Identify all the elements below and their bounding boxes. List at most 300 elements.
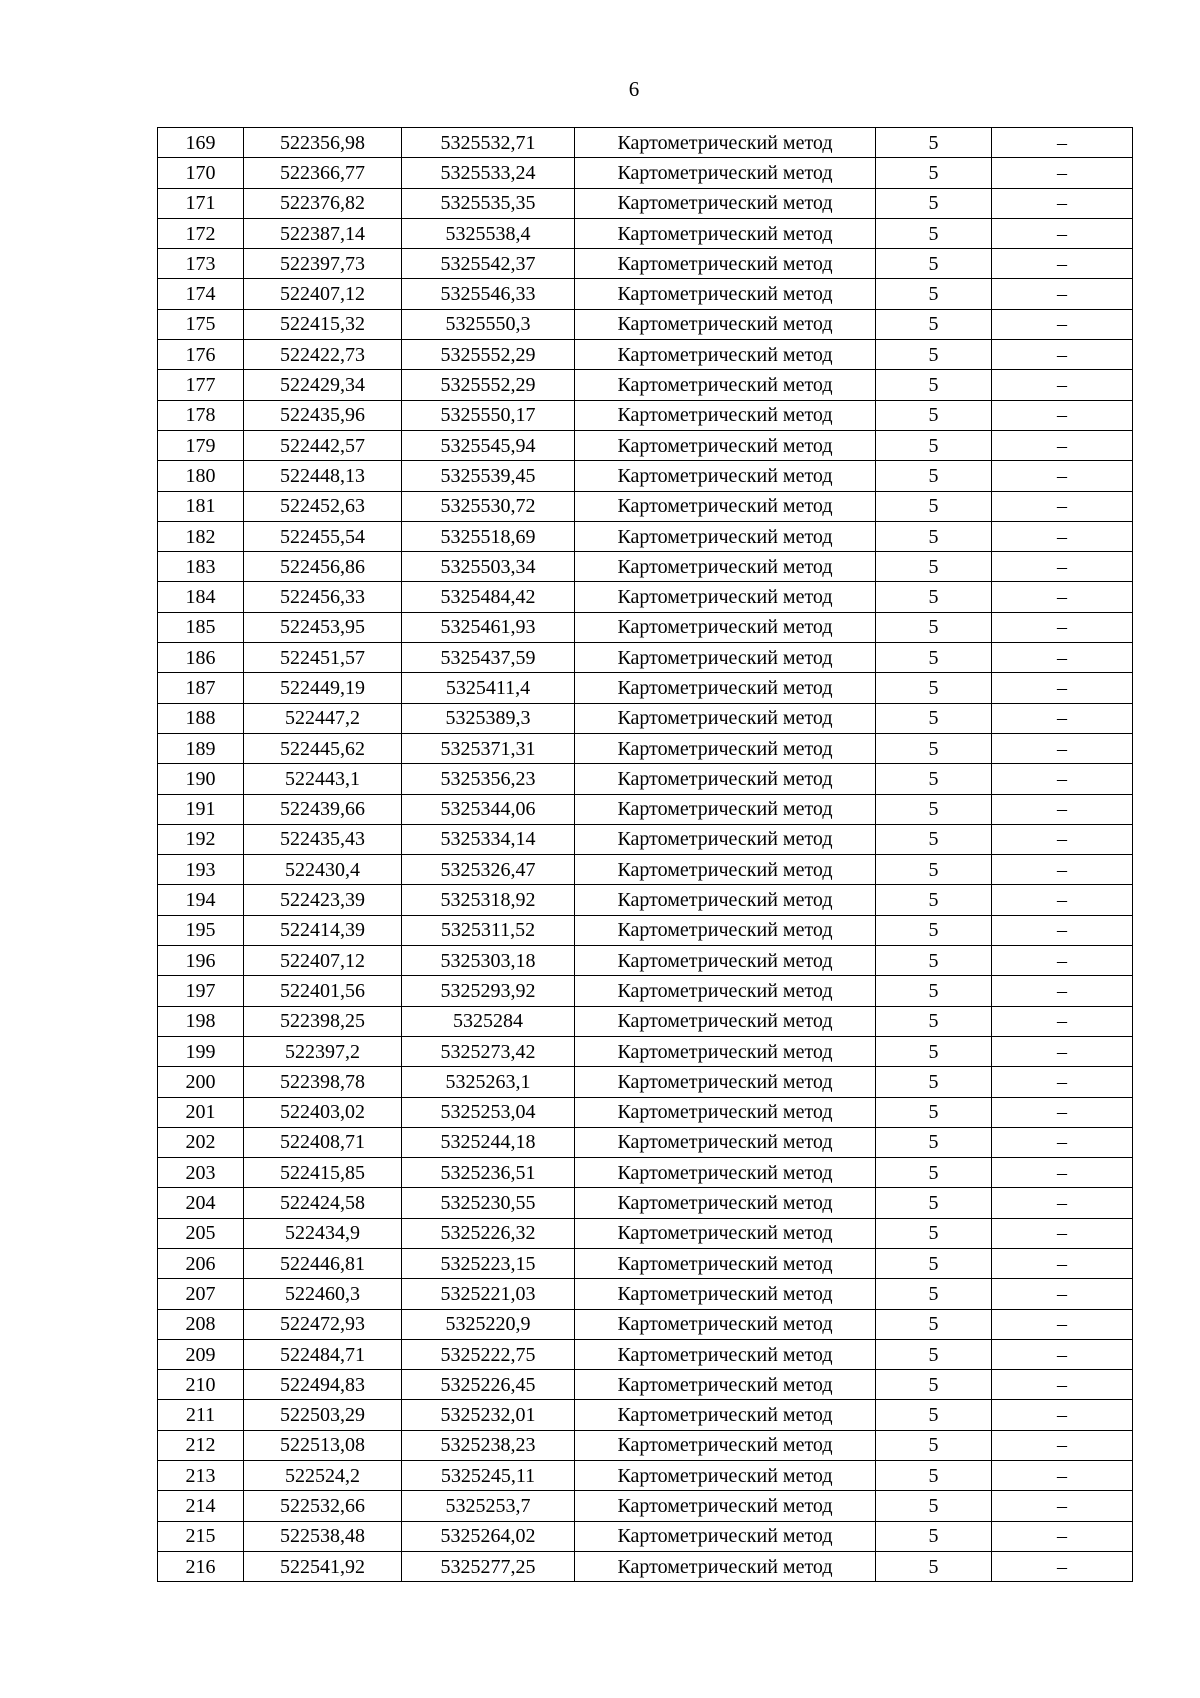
method-cell: Картометрический метод <box>575 824 876 854</box>
method-cell: Картометрический метод <box>575 1551 876 1581</box>
table-row <box>158 1006 1133 1036</box>
table-row <box>158 1248 1133 1278</box>
y-coordinate-cell: 5325222,75 <box>402 1339 575 1369</box>
accuracy-cell: 5 <box>876 340 992 370</box>
accuracy-cell: 5 <box>876 461 992 491</box>
table-row <box>158 976 1133 1006</box>
accuracy-cell: 5 <box>876 824 992 854</box>
table-row <box>158 430 1133 460</box>
method-cell: Картометрический метод <box>575 340 876 370</box>
table-row <box>158 1521 1133 1551</box>
point-number-cell: 190 <box>158 764 244 794</box>
method-cell: Картометрический метод <box>575 612 876 642</box>
accuracy-cell: 5 <box>876 764 992 794</box>
x-coordinate-cell: 522407,12 <box>244 946 402 976</box>
description-cell: – <box>992 1461 1133 1491</box>
method-cell: Картометрический метод <box>575 1461 876 1491</box>
point-number-cell: 172 <box>158 218 244 248</box>
accuracy-cell: 5 <box>876 1430 992 1460</box>
table-row <box>158 643 1133 673</box>
point-number-cell: 202 <box>158 1127 244 1157</box>
y-coordinate-cell: 5325371,31 <box>402 733 575 763</box>
table-row <box>158 612 1133 642</box>
accuracy-cell: 5 <box>876 855 992 885</box>
table-row <box>158 1036 1133 1066</box>
table-row <box>158 1188 1133 1218</box>
point-number-cell: 180 <box>158 461 244 491</box>
y-coordinate-cell: 5325264,02 <box>402 1521 575 1551</box>
point-number-cell: 169 <box>158 128 244 158</box>
y-coordinate-cell: 5325238,23 <box>402 1430 575 1460</box>
y-coordinate-cell: 5325530,72 <box>402 491 575 521</box>
y-coordinate-cell: 5325226,45 <box>402 1370 575 1400</box>
point-number-cell: 198 <box>158 1006 244 1036</box>
table-row <box>158 491 1133 521</box>
description-cell: – <box>992 340 1133 370</box>
table-row <box>158 1430 1133 1460</box>
accuracy-cell: 5 <box>876 400 992 430</box>
method-cell: Картометрический метод <box>575 158 876 188</box>
table-row <box>158 1551 1133 1581</box>
method-cell: Картометрический метод <box>575 582 876 612</box>
description-cell: – <box>992 612 1133 642</box>
table-row <box>158 128 1133 158</box>
accuracy-cell: 5 <box>876 1551 992 1581</box>
y-coordinate-cell: 5325263,1 <box>402 1067 575 1097</box>
table-row <box>158 1339 1133 1369</box>
method-cell: Картометрический метод <box>575 673 876 703</box>
x-coordinate-cell: 522398,25 <box>244 1006 402 1036</box>
accuracy-cell: 5 <box>876 521 992 551</box>
y-coordinate-cell: 5325532,71 <box>402 128 575 158</box>
table-row <box>158 1491 1133 1521</box>
point-number-cell: 177 <box>158 370 244 400</box>
point-number-cell: 204 <box>158 1188 244 1218</box>
method-cell: Картометрический метод <box>575 1218 876 1248</box>
point-number-cell: 195 <box>158 915 244 945</box>
x-coordinate-cell: 522434,9 <box>244 1218 402 1248</box>
method-cell: Картометрический метод <box>575 1158 876 1188</box>
description-cell: – <box>992 461 1133 491</box>
accuracy-cell: 5 <box>876 1309 992 1339</box>
x-coordinate-cell: 522429,34 <box>244 370 402 400</box>
description-cell: – <box>992 279 1133 309</box>
y-coordinate-cell: 5325503,34 <box>402 552 575 582</box>
point-number-cell: 184 <box>158 582 244 612</box>
accuracy-cell: 5 <box>876 703 992 733</box>
y-coordinate-cell: 5325284 <box>402 1006 575 1036</box>
method-cell: Картометрический метод <box>575 1067 876 1097</box>
y-coordinate-cell: 5325245,11 <box>402 1461 575 1491</box>
x-coordinate-cell: 522398,78 <box>244 1067 402 1097</box>
y-coordinate-cell: 5325318,92 <box>402 885 575 915</box>
table-row <box>158 1309 1133 1339</box>
method-cell: Картометрический метод <box>575 733 876 763</box>
accuracy-cell: 5 <box>876 1036 992 1066</box>
x-coordinate-cell: 522494,83 <box>244 1370 402 1400</box>
point-number-cell: 197 <box>158 976 244 1006</box>
accuracy-cell: 5 <box>876 976 992 1006</box>
y-coordinate-cell: 5325253,04 <box>402 1097 575 1127</box>
x-coordinate-cell: 522397,73 <box>244 249 402 279</box>
x-coordinate-cell: 522435,43 <box>244 824 402 854</box>
method-cell: Картометрический метод <box>575 946 876 976</box>
y-coordinate-cell: 5325311,52 <box>402 915 575 945</box>
y-coordinate-cell: 5325303,18 <box>402 946 575 976</box>
point-number-cell: 205 <box>158 1218 244 1248</box>
x-coordinate-cell: 522376,82 <box>244 188 402 218</box>
x-coordinate-cell: 522449,19 <box>244 673 402 703</box>
x-coordinate-cell: 522451,57 <box>244 643 402 673</box>
description-cell: – <box>992 188 1133 218</box>
point-number-cell: 196 <box>158 946 244 976</box>
table-row <box>158 158 1133 188</box>
y-coordinate-cell: 5325550,3 <box>402 309 575 339</box>
x-coordinate-cell: 522415,32 <box>244 309 402 339</box>
point-number-cell: 191 <box>158 794 244 824</box>
table-row <box>158 1067 1133 1097</box>
table-row <box>158 673 1133 703</box>
table-row <box>158 794 1133 824</box>
table-row <box>158 1097 1133 1127</box>
y-coordinate-cell: 5325253,7 <box>402 1491 575 1521</box>
accuracy-cell: 5 <box>876 1188 992 1218</box>
description-cell: – <box>992 1188 1133 1218</box>
point-number-cell: 173 <box>158 249 244 279</box>
method-cell: Картометрический метод <box>575 370 876 400</box>
x-coordinate-cell: 522422,73 <box>244 340 402 370</box>
description-cell: – <box>992 158 1133 188</box>
y-coordinate-cell: 5325461,93 <box>402 612 575 642</box>
description-cell: – <box>992 824 1133 854</box>
method-cell: Картометрический метод <box>575 794 876 824</box>
method-cell: Картометрический метод <box>575 309 876 339</box>
y-coordinate-cell: 5325535,35 <box>402 188 575 218</box>
y-coordinate-cell: 5325538,4 <box>402 218 575 248</box>
description-cell: – <box>992 1551 1133 1581</box>
accuracy-cell: 5 <box>876 188 992 218</box>
x-coordinate-cell: 522439,66 <box>244 794 402 824</box>
accuracy-cell: 5 <box>876 309 992 339</box>
table-row <box>158 1400 1133 1430</box>
method-cell: Картометрический метод <box>575 1370 876 1400</box>
x-coordinate-cell: 522415,85 <box>244 1158 402 1188</box>
accuracy-cell: 5 <box>876 249 992 279</box>
description-cell: – <box>992 1279 1133 1309</box>
table-row <box>158 249 1133 279</box>
description-cell: – <box>992 915 1133 945</box>
y-coordinate-cell: 5325518,69 <box>402 521 575 551</box>
point-number-cell: 186 <box>158 643 244 673</box>
point-number-cell: 200 <box>158 1067 244 1097</box>
accuracy-cell: 5 <box>876 158 992 188</box>
description-cell: – <box>992 430 1133 460</box>
description-cell: – <box>992 1127 1133 1157</box>
description-cell: – <box>992 1218 1133 1248</box>
description-cell: – <box>992 1400 1133 1430</box>
method-cell: Картометрический метод <box>575 1097 876 1127</box>
point-number-cell: 210 <box>158 1370 244 1400</box>
accuracy-cell: 5 <box>876 582 992 612</box>
description-cell: – <box>992 976 1133 1006</box>
method-cell: Картометрический метод <box>575 1491 876 1521</box>
accuracy-cell: 5 <box>876 1339 992 1369</box>
description-cell: – <box>992 1370 1133 1400</box>
table-row <box>158 855 1133 885</box>
accuracy-cell: 5 <box>876 885 992 915</box>
table-row <box>158 400 1133 430</box>
description-cell: – <box>992 1097 1133 1127</box>
accuracy-cell: 5 <box>876 1067 992 1097</box>
accuracy-cell: 5 <box>876 218 992 248</box>
x-coordinate-cell: 522424,58 <box>244 1188 402 1218</box>
description-cell: – <box>992 1006 1133 1036</box>
x-coordinate-cell: 522453,95 <box>244 612 402 642</box>
description-cell: – <box>992 855 1133 885</box>
method-cell: Картометрический метод <box>575 1339 876 1369</box>
y-coordinate-cell: 5325545,94 <box>402 430 575 460</box>
table-row <box>158 915 1133 945</box>
accuracy-cell: 5 <box>876 794 992 824</box>
method-cell: Картометрический метод <box>575 218 876 248</box>
method-cell: Картометрический метод <box>575 855 876 885</box>
x-coordinate-cell: 522397,2 <box>244 1036 402 1066</box>
description-cell: – <box>992 400 1133 430</box>
y-coordinate-cell: 5325344,06 <box>402 794 575 824</box>
table-row <box>158 703 1133 733</box>
coordinates-table <box>157 127 1133 1582</box>
y-coordinate-cell: 5325293,92 <box>402 976 575 1006</box>
point-number-cell: 181 <box>158 491 244 521</box>
table-row <box>158 340 1133 370</box>
accuracy-cell: 5 <box>876 1370 992 1400</box>
x-coordinate-cell: 522448,13 <box>244 461 402 491</box>
x-coordinate-cell: 522366,77 <box>244 158 402 188</box>
description-cell: – <box>992 128 1133 158</box>
table-row <box>158 309 1133 339</box>
accuracy-cell: 5 <box>876 1461 992 1491</box>
point-number-cell: 188 <box>158 703 244 733</box>
point-number-cell: 212 <box>158 1430 244 1460</box>
method-cell: Картометрический метод <box>575 1279 876 1309</box>
description-cell: – <box>992 1491 1133 1521</box>
description-cell: – <box>992 885 1133 915</box>
y-coordinate-cell: 5325221,03 <box>402 1279 575 1309</box>
point-number-cell: 209 <box>158 1339 244 1369</box>
method-cell: Картометрический метод <box>575 1188 876 1218</box>
description-cell: – <box>992 552 1133 582</box>
point-number-cell: 176 <box>158 340 244 370</box>
method-cell: Картометрический метод <box>575 703 876 733</box>
x-coordinate-cell: 522443,1 <box>244 764 402 794</box>
accuracy-cell: 5 <box>876 1491 992 1521</box>
description-cell: – <box>992 673 1133 703</box>
table-row <box>158 218 1133 248</box>
y-coordinate-cell: 5325550,17 <box>402 400 575 430</box>
y-coordinate-cell: 5325244,18 <box>402 1127 575 1157</box>
x-coordinate-cell: 522423,39 <box>244 885 402 915</box>
method-cell: Картометрический метод <box>575 279 876 309</box>
accuracy-cell: 5 <box>876 673 992 703</box>
y-coordinate-cell: 5325232,01 <box>402 1400 575 1430</box>
x-coordinate-cell: 522387,14 <box>244 218 402 248</box>
y-coordinate-cell: 5325356,23 <box>402 764 575 794</box>
y-coordinate-cell: 5325226,32 <box>402 1218 575 1248</box>
y-coordinate-cell: 5325220,9 <box>402 1309 575 1339</box>
accuracy-cell: 5 <box>876 1218 992 1248</box>
point-number-cell: 193 <box>158 855 244 885</box>
accuracy-cell: 5 <box>876 491 992 521</box>
point-number-cell: 201 <box>158 1097 244 1127</box>
accuracy-cell: 5 <box>876 1279 992 1309</box>
x-coordinate-cell: 522503,29 <box>244 1400 402 1430</box>
description-cell: – <box>992 1036 1133 1066</box>
description-cell: – <box>992 1430 1133 1460</box>
point-number-cell: 182 <box>158 521 244 551</box>
method-cell: Картометрический метод <box>575 128 876 158</box>
x-coordinate-cell: 522541,92 <box>244 1551 402 1581</box>
y-coordinate-cell: 5325552,29 <box>402 340 575 370</box>
method-cell: Картометрический метод <box>575 915 876 945</box>
point-number-cell: 185 <box>158 612 244 642</box>
accuracy-cell: 5 <box>876 946 992 976</box>
y-coordinate-cell: 5325437,59 <box>402 643 575 673</box>
method-cell: Картометрический метод <box>575 249 876 279</box>
table-row <box>158 764 1133 794</box>
description-cell: – <box>992 643 1133 673</box>
method-cell: Картометрический метод <box>575 521 876 551</box>
x-coordinate-cell: 522447,2 <box>244 703 402 733</box>
method-cell: Картометрический метод <box>575 885 876 915</box>
point-number-cell: 215 <box>158 1521 244 1551</box>
method-cell: Картометрический метод <box>575 1309 876 1339</box>
y-coordinate-cell: 5325552,29 <box>402 370 575 400</box>
description-cell: – <box>992 370 1133 400</box>
point-number-cell: 208 <box>158 1309 244 1339</box>
point-number-cell: 189 <box>158 733 244 763</box>
point-number-cell: 192 <box>158 824 244 854</box>
method-cell: Картометрический метод <box>575 764 876 794</box>
x-coordinate-cell: 522407,12 <box>244 279 402 309</box>
point-number-cell: 213 <box>158 1461 244 1491</box>
y-coordinate-cell: 5325484,42 <box>402 582 575 612</box>
point-number-cell: 170 <box>158 158 244 188</box>
method-cell: Картометрический метод <box>575 976 876 1006</box>
table-row <box>158 461 1133 491</box>
accuracy-cell: 5 <box>876 915 992 945</box>
x-coordinate-cell: 522524,2 <box>244 1461 402 1491</box>
description-cell: – <box>992 249 1133 279</box>
description-cell: – <box>992 764 1133 794</box>
table-row <box>158 885 1133 915</box>
description-cell: – <box>992 491 1133 521</box>
accuracy-cell: 5 <box>876 733 992 763</box>
x-coordinate-cell: 522456,86 <box>244 552 402 582</box>
table-row <box>158 1218 1133 1248</box>
x-coordinate-cell: 522513,08 <box>244 1430 402 1460</box>
x-coordinate-cell: 522532,66 <box>244 1491 402 1521</box>
y-coordinate-cell: 5325230,55 <box>402 1188 575 1218</box>
y-coordinate-cell: 5325389,3 <box>402 703 575 733</box>
x-coordinate-cell: 522446,81 <box>244 1248 402 1278</box>
description-cell: – <box>992 1309 1133 1339</box>
description-cell: – <box>992 703 1133 733</box>
table-row <box>158 946 1133 976</box>
table-row <box>158 279 1133 309</box>
table-row <box>158 552 1133 582</box>
method-cell: Картометрический метод <box>575 552 876 582</box>
method-cell: Картометрический метод <box>575 188 876 218</box>
method-cell: Картометрический метод <box>575 1006 876 1036</box>
y-coordinate-cell: 5325539,45 <box>402 461 575 491</box>
table-row <box>158 370 1133 400</box>
description-cell: – <box>992 733 1133 763</box>
x-coordinate-cell: 522455,54 <box>244 521 402 551</box>
table-row <box>158 521 1133 551</box>
y-coordinate-cell: 5325277,25 <box>402 1551 575 1581</box>
method-cell: Картометрический метод <box>575 1430 876 1460</box>
x-coordinate-cell: 522445,62 <box>244 733 402 763</box>
point-number-cell: 216 <box>158 1551 244 1581</box>
accuracy-cell: 5 <box>876 1158 992 1188</box>
description-cell: – <box>992 946 1133 976</box>
accuracy-cell: 5 <box>876 370 992 400</box>
table-row <box>158 733 1133 763</box>
x-coordinate-cell: 522403,02 <box>244 1097 402 1127</box>
accuracy-cell: 5 <box>876 128 992 158</box>
accuracy-cell: 5 <box>876 643 992 673</box>
x-coordinate-cell: 522442,57 <box>244 430 402 460</box>
method-cell: Картометрический метод <box>575 491 876 521</box>
table-row <box>158 188 1133 218</box>
table-row <box>158 1158 1133 1188</box>
y-coordinate-cell: 5325533,24 <box>402 158 575 188</box>
x-coordinate-cell: 522414,39 <box>244 915 402 945</box>
point-number-cell: 179 <box>158 430 244 460</box>
table-row <box>158 824 1133 854</box>
description-cell: – <box>992 1248 1133 1278</box>
y-coordinate-cell: 5325223,15 <box>402 1248 575 1278</box>
x-coordinate-cell: 522538,48 <box>244 1521 402 1551</box>
page-number: 6 <box>628 77 640 101</box>
point-number-cell: 194 <box>158 885 244 915</box>
table-row <box>158 582 1133 612</box>
point-number-cell: 171 <box>158 188 244 218</box>
description-cell: – <box>992 521 1133 551</box>
point-number-cell: 199 <box>158 1036 244 1066</box>
point-number-cell: 206 <box>158 1248 244 1278</box>
table-row <box>158 1127 1133 1157</box>
y-coordinate-cell: 5325411,4 <box>402 673 575 703</box>
x-coordinate-cell: 522484,71 <box>244 1339 402 1369</box>
y-coordinate-cell: 5325236,51 <box>402 1158 575 1188</box>
method-cell: Картометрический метод <box>575 1127 876 1157</box>
x-coordinate-cell: 522408,71 <box>244 1127 402 1157</box>
y-coordinate-cell: 5325542,37 <box>402 249 575 279</box>
accuracy-cell: 5 <box>876 1400 992 1430</box>
accuracy-cell: 5 <box>876 1097 992 1127</box>
accuracy-cell: 5 <box>876 279 992 309</box>
description-cell: – <box>992 1339 1133 1369</box>
x-coordinate-cell: 522435,96 <box>244 400 402 430</box>
point-number-cell: 211 <box>158 1400 244 1430</box>
x-coordinate-cell: 522401,56 <box>244 976 402 1006</box>
y-coordinate-cell: 5325334,14 <box>402 824 575 854</box>
method-cell: Картометрический метод <box>575 1400 876 1430</box>
method-cell: Картометрический метод <box>575 1036 876 1066</box>
point-number-cell: 207 <box>158 1279 244 1309</box>
table-row <box>158 1461 1133 1491</box>
